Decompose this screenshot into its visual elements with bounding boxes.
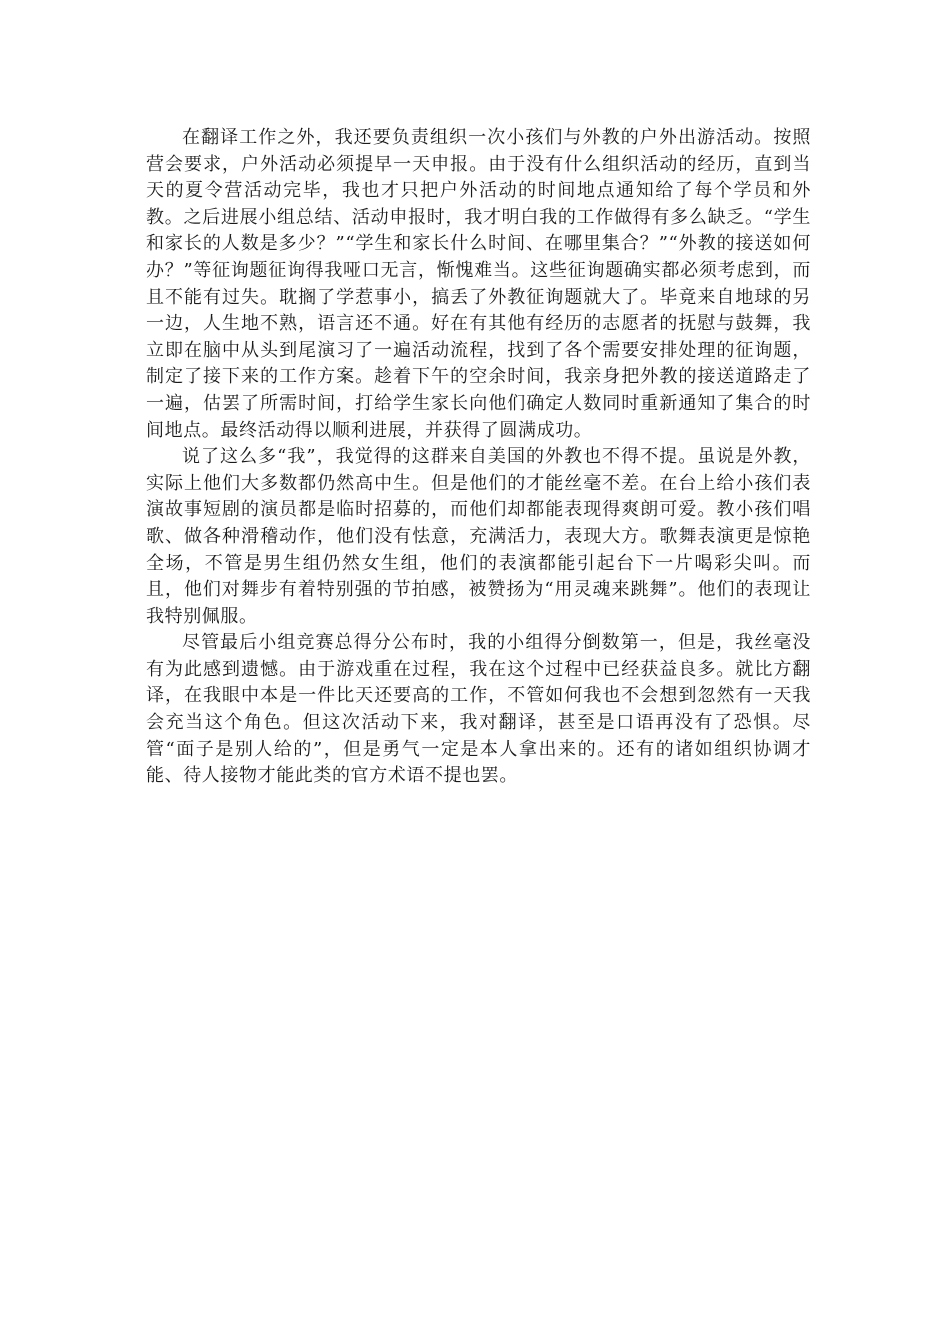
paragraph-reflection: 尽管最后小组竞赛总得分公布时，我的小组得分倒数第一，但是，我丝毫没有为此感到遗憾。由于游戏重在过程，我在这个过程中已经获益良多。就比方翻译，在我眼中本是一件比天还要高的工作，不管如何我也不会想到忽然有一天我会充当这个角色。但这次活动下来，我对翻译，甚至是口语再没有了恐惧。尽管“面子是别人给的”，但是勇气一定是本人拿出来的。还有的诸如组织协调才能、待人接物才能此类的官方术语不提也罢。 bbox=[146, 632, 811, 787]
paragraph-translation-and-outing: 在翻译工作之外，我还要负责组织一次小孩们与外教的户外出游活动。按照营会要求，户外活动必须提早一天申报。由于没有什么组织活动的经历，直到当天的夏令营活动完毕，我也才只把户外活动的时间地点通知给了每个学员和外教。之后进展小组总结、活动申报时，我才明白我的工作做得有多么缺乏。“学生和家长的人数是多少？”“学生和家长什么时间、在哪里集合？”“外教的接送如何办？”等征询题征询得我哑口无言，惭愧难当。这些征询题确实都必须考虑到，而且不能有过失。耽搁了学惹事小，搞丢了外教征询题就大了。毕竟来自地球的另一边，人生地不熟，语言还不通。好在有其他有经历的志愿者的抚慰与鼓舞，我立即在脑中从头到尾演习了一遍活动流程，找到了各个需要安排处理的征询题，制定了接下来的工作方案。趁着下午的空余时间，我亲身把外教的接送道路走了一遍，估罢了所需时间，打给学生家长向他们确定人数同时重新通知了集合的时间地点。最终活动得以顺利进展，并获得了圆满成功。 bbox=[146, 127, 811, 441]
document-body bbox=[146, 125, 811, 790]
paragraph-foreign-teachers: 说了这么多“我”，我觉得的这群来自美国的外教也不得不提。虽说是外教，实际上他们大多数都仍然高中生。但是他们的才能丝毫不差。在台上给小孩们表演故事短剧的演员都是临时招募的，而他们却都能表现得爽朗可爱。教小孩们唱歌、做各种滑稽动作，他们没有怯意，充满活力，表现大方。歌舞表演更是惊艳全场，不管是男生组仍然女生组，他们的表演都能引起台下一片喝彩尖叫。而且，他们对舞步有着特别强的节拍感，被赞扬为“用灵魂来跳舞”。他们的表现让我特别佩服。 bbox=[146, 446, 811, 627]
